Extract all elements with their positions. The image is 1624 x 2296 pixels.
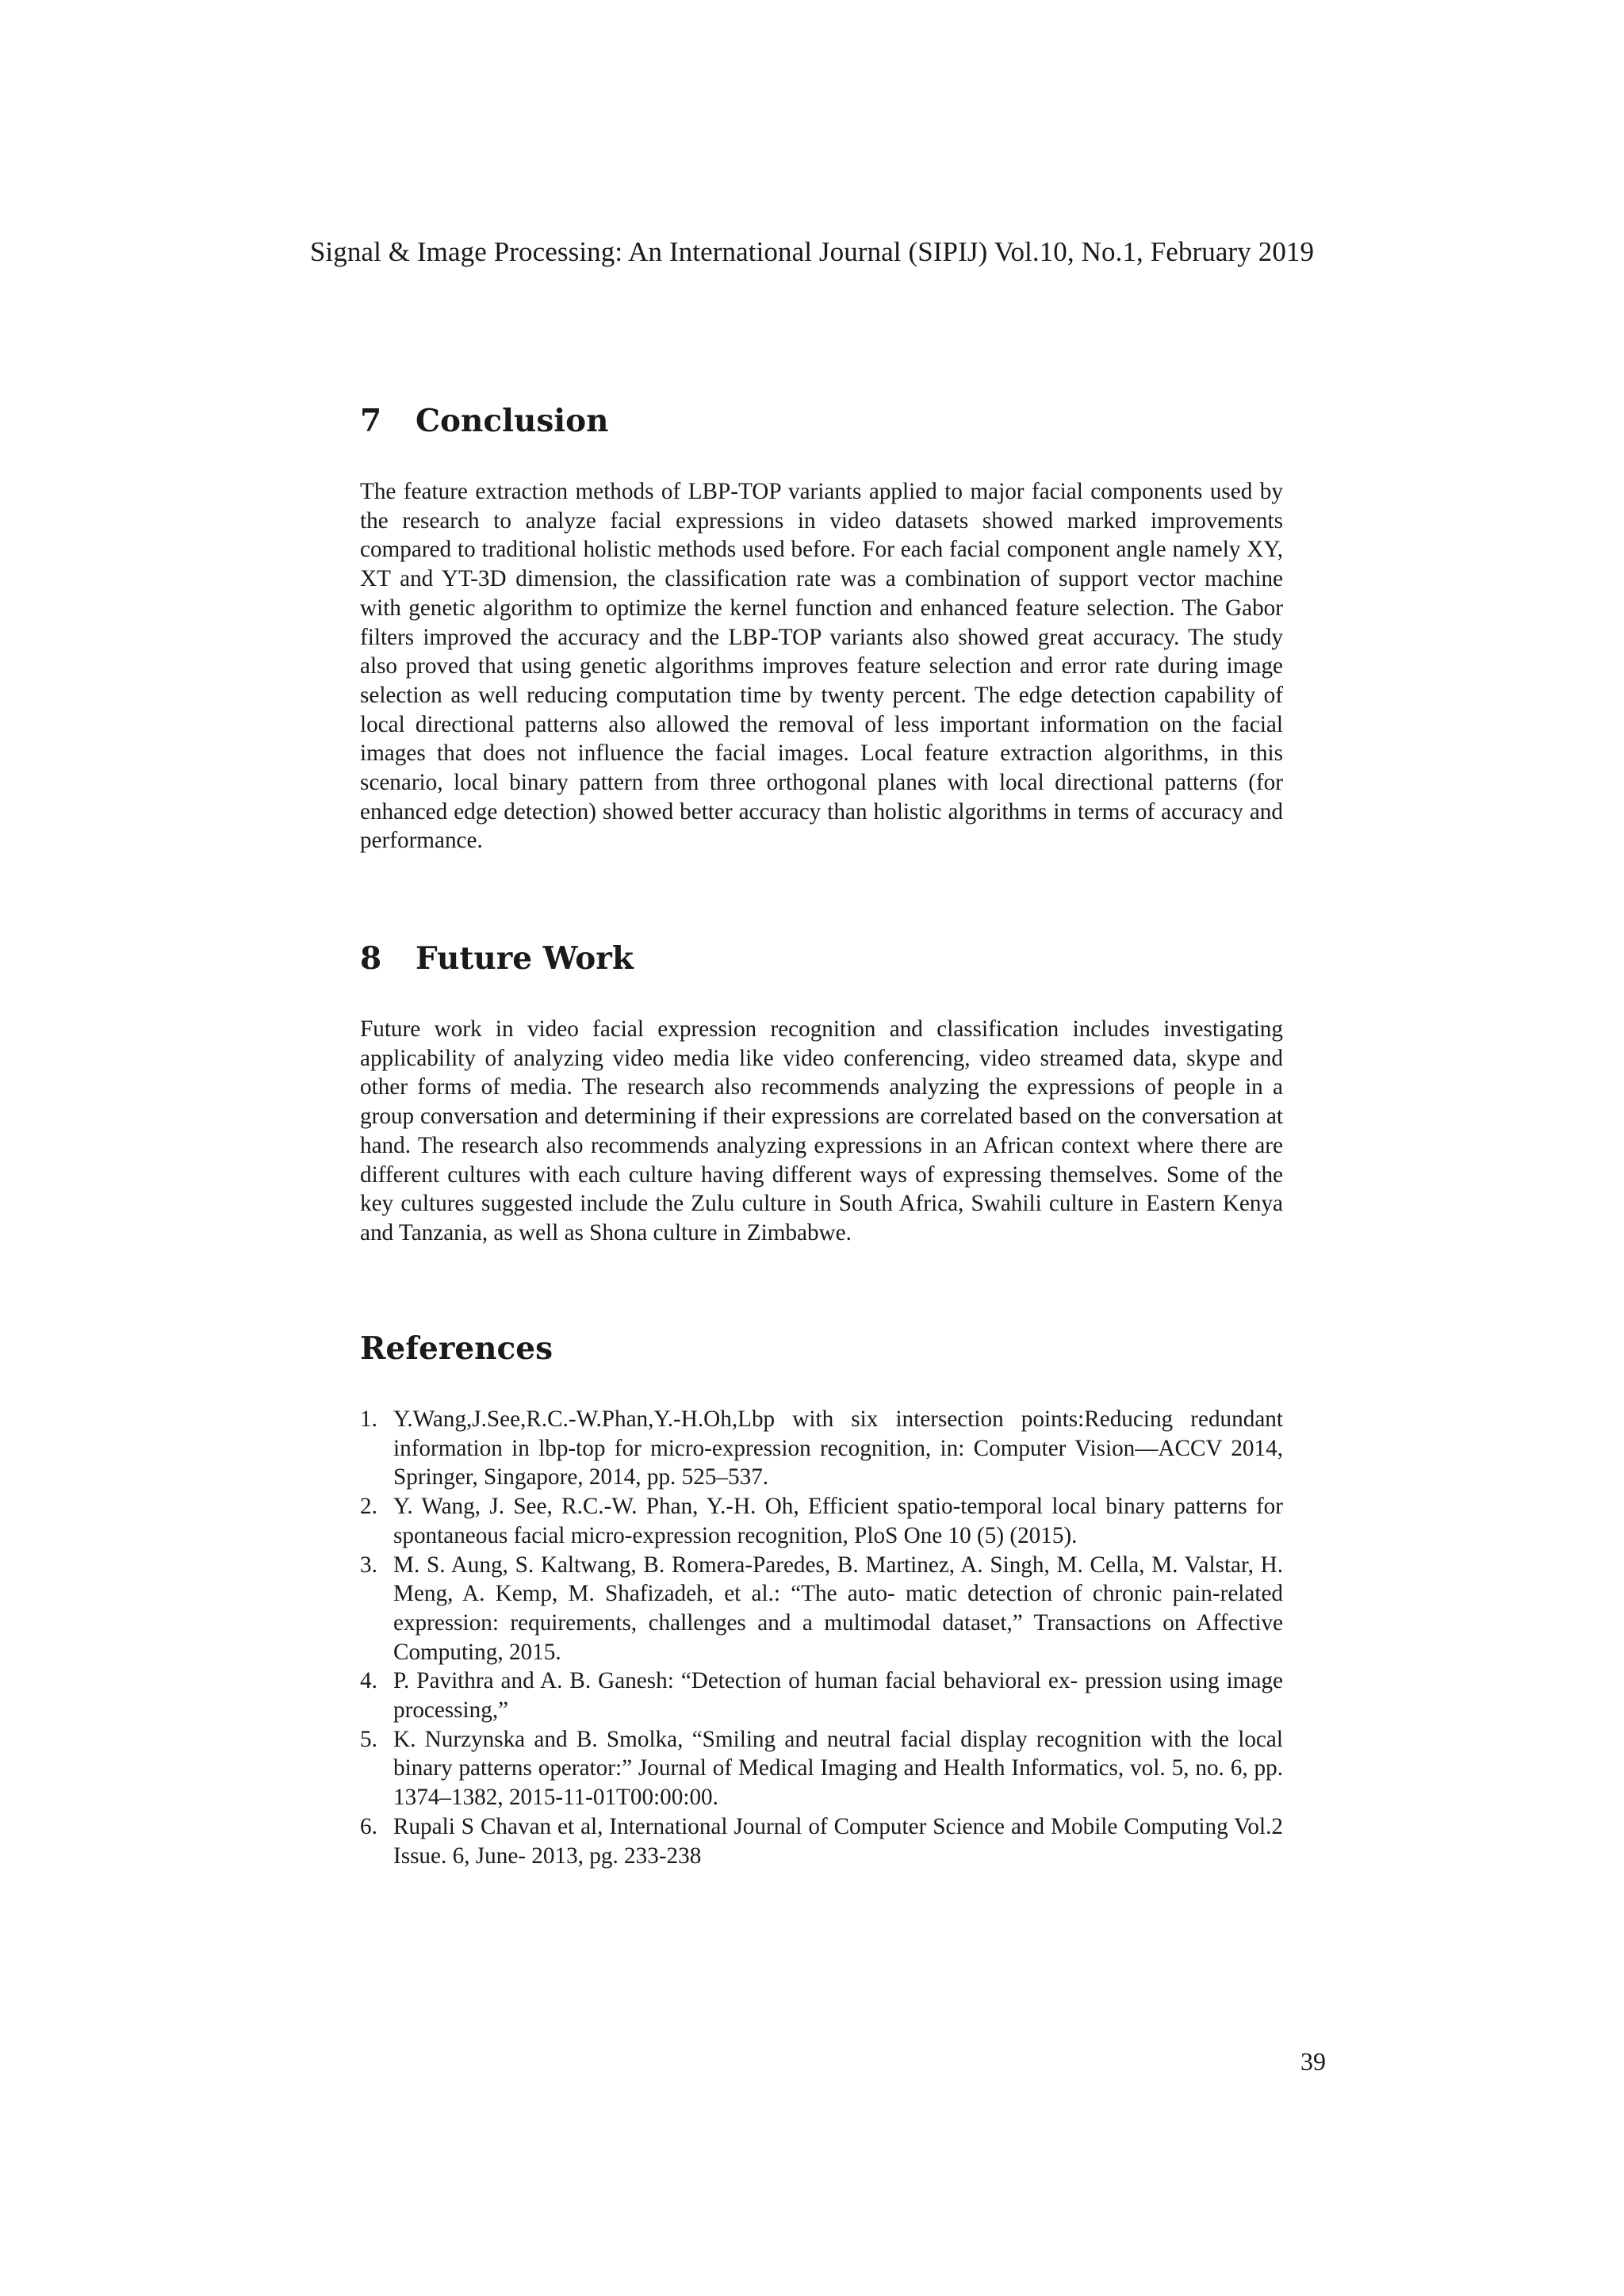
reference-number: 6. [360,1813,377,1839]
reference-number: 5. [360,1726,377,1752]
conclusion-section [360,403,1283,440]
reference-number: 4. [360,1668,377,1694]
reference-text: K. Nurzynska and B. Smolka, “Smiling and neutral facial display recognition with the local binary patterns operator:” Journal of Medical Imaging and Health Informatics, vol. 5, no. 6, pp. 1374–1382, 2015-11-01T00:00:00. [393,1726,1283,1811]
references-heading: References [360,1330,553,1367]
reference-item [360,1551,1283,1667]
reference-text: Y.Wang,J.See,R.C.-W.Phan,Y.-H.Oh,Lbp with six intersection points:Reducing redundant information in lbp-top for micro-expression recognition, in: Computer Vision—ACCV 2014, Springer, Singapore, 2014, pp. 525–537. [393,1406,1283,1490]
future-work-body-block [360,1015,1283,1248]
reference-number: 2. [360,1494,377,1520]
reference-item [360,1812,1283,1870]
conclusion-paragraph: The feature extraction methods of LBP-TOP variants applied to major facial components used by the research to analyze facial expressions in video datasets showed marked improvements compared to traditional holistic methods used before. For each facial component angle namely XY, XT and YT-3D dimension, the classification rate was a combination of support vector machine with genetic algorithm to optimize the kernel function and enhanced feature selection. The Gabor filters improved the accuracy and the LBP-TOP variants also showed great accuracy. The study also proved that using genetic algorithms improves feature selection and error rate during image selection as well reducing computation time by twenty percent. The edge detection capability of local directional patterns also allowed the removal of less important information on the facial images that does not influence the facial images. Local feature extraction algorithms, in this scenario, local binary pattern from three orthogonal planes with local directional patterns (for enhanced edge detection) showed better accuracy than holistic algorithms in terms of accuracy and performance. [360,479,1283,854]
reference-text: M. S. Aung, S. Kaltwang, B. Romera-Paredes, B. Martinez, A. Singh, M. Cella, M. Valstar, H. Meng, A. Kemp, M. Shafizadeh, et al.: “The auto- matic detection of chronic pain-related expression: requirements, challenges and a multimodal dataset,” Transactions on Affective Computing, 2015. [393,1552,1283,1665]
conclusion-heading [360,403,1283,440]
future-work-paragraph: Future work in video facial expression recognition and classification includes investigating applicability of analyzing video media like video conferencing, video streamed data, skype and other forms of media. The research also recommends analyzing the expressions of people in a group conversation and determining if their expressions are correlated based on the conversation at hand. The research also recommends analyzing expressions in an African context where there are different cultures with each culture having different ways of expressing themselves. Some of the key cultures suggested include the Zulu culture in South Africa, Swahili culture in Eastern Kenya and Tanzania, as well as Shona culture in Zimbabwe. [360,1016,1283,1246]
section-title: Future Work [416,940,634,977]
reference-text: Rupali S Chavan et al, International Journal of Computer Science and Mobile Computing Vol.2 Issue. 6, June- 2013, pg. 233-238 [393,1813,1283,1869]
reference-text: Y. Wang, J. See, R.C.-W. Phan, Y.-H. Oh, Efficient spatio-temporal local binary patterns for spontaneous facial micro-expression recognition, PloS One 10 (5) (2015). [393,1494,1283,1548]
section-number: 8 [360,940,382,977]
future-work-heading [360,940,1283,978]
conclusion-body-block [360,477,1283,855]
references-section [360,1330,1283,1368]
reference-item [360,1667,1283,1724]
reference-number: 1. [360,1406,377,1432]
references-list-block [360,1405,1283,1870]
reference-number: 3. [360,1552,377,1578]
reference-item [360,1725,1283,1812]
running-header: Signal & Image Processing: An International Journal (SIPIJ) Vol.10, No.1, February 2019 [309,236,1315,267]
future-work-section [360,940,1283,978]
page-number: 39 [1300,2047,1326,2076]
section-number: 7 [360,403,382,439]
reference-text: P. Pavithra and A. B. Ganesh: “Detection of human facial behavioral ex- pression using image processing,” [393,1668,1283,1724]
reference-item [360,1405,1283,1492]
references-list [360,1405,1283,1870]
reference-item [360,1492,1283,1550]
section-title: Conclusion [416,403,609,439]
